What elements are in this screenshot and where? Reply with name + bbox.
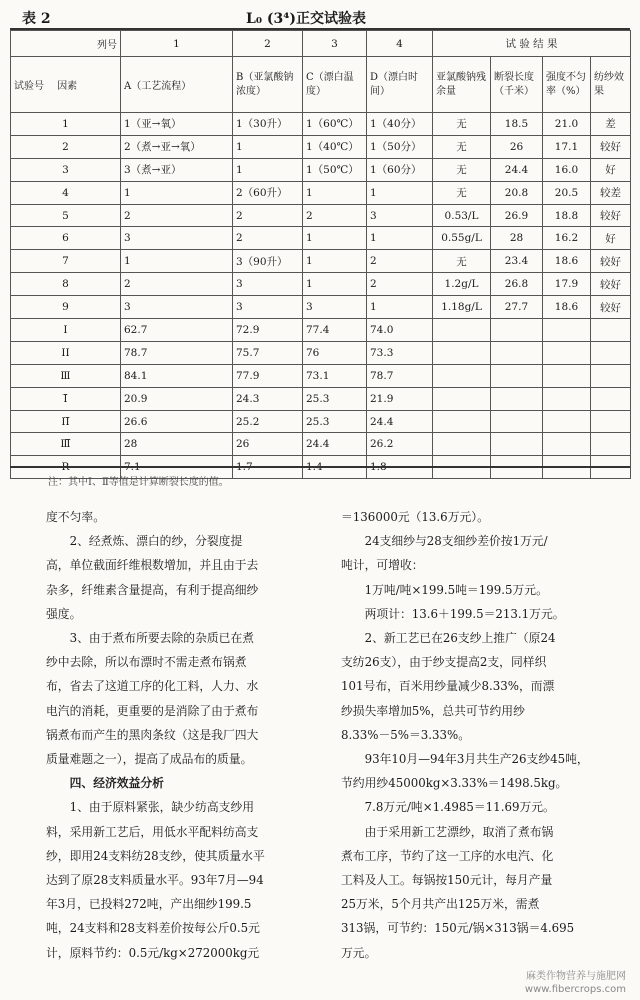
table-cell: 75.7 (233, 341, 303, 364)
header-factor-b: B（亚氯酸钠浓度） (233, 57, 303, 113)
text-line: 8.33%－5%＝3.33%。 (341, 727, 471, 742)
trial-number-cell: 6 (11, 227, 121, 250)
table-cell: 3（90升） (233, 250, 303, 273)
header-break-length: 断裂长度（千米） (491, 57, 543, 113)
table-body (11, 113, 631, 479)
table-cell: 3（煮→亚） (121, 158, 233, 181)
text-line: 度不匀率。 (46, 510, 105, 524)
table-cell (491, 433, 543, 456)
text-line: 达到了原28支料质量水平。93年7月—94 (46, 873, 264, 888)
table-cell: 16.2 (543, 227, 591, 250)
factor-header-row (11, 57, 631, 113)
table-cell: 1 (121, 250, 233, 273)
table-cell: 无 (433, 250, 491, 273)
trial-number-cell: 8 (11, 273, 121, 296)
text-line: 1、由于原料紧张，缺少纺高支纱用 (46, 800, 255, 815)
table-cell: 较好 (591, 296, 631, 319)
table-row (11, 387, 631, 410)
trial-number-cell: 4 (11, 181, 121, 204)
table-cell: 26 (491, 135, 543, 158)
table-cell: 21.0 (543, 113, 591, 136)
table-cell: 24.4 (303, 433, 367, 456)
text-line: 纱，即用24支料纺28支纱，使其质量水平 (46, 848, 265, 863)
text-line: 杂多，纤维素含量提高，有利于提高细纱 (46, 582, 259, 597)
table-label: 表 2 (22, 11, 51, 27)
table-cell: 无 (433, 158, 491, 181)
table-cell (433, 410, 491, 433)
table-cell: 72.9 (233, 319, 303, 342)
table-cell: 2 (121, 273, 233, 296)
table-cell: 73.3 (367, 341, 433, 364)
text-line: 高，单位截面纤维根数增加，并且由于去 (46, 558, 259, 573)
table-cell: 1 (367, 227, 433, 250)
trial-number-cell: 7 (11, 250, 121, 273)
table-cell: 1 (367, 296, 433, 319)
header-factor-d: D（漂白时间） (367, 57, 433, 113)
text-line: 1万吨/吨×199.5吨＝199.5万元。 (341, 582, 548, 597)
column-number: 3 (303, 31, 367, 57)
table-cell (543, 341, 591, 364)
table-cell (491, 341, 543, 364)
text-line: 纱损失率增加5%，总共可节约用纱 (341, 703, 525, 718)
table-row (11, 296, 631, 319)
table-cell: 无 (433, 181, 491, 204)
corner-factor-label: 因素 (57, 81, 78, 92)
table-cell: 26.9 (491, 204, 543, 227)
header-factor-a: A（工艺流程） (121, 57, 233, 113)
trial-number-cell: 1 (11, 113, 121, 136)
table-cell: 17.9 (543, 273, 591, 296)
table-cell: 26.8 (491, 273, 543, 296)
trial-number-cell: 3 (11, 158, 121, 181)
table-cell: 3 (233, 296, 303, 319)
table-cell: 1（亚→氧） (121, 113, 233, 136)
text-line: 25万米，5个月共产出125万米，需煮 (341, 897, 540, 912)
header-unevenness: 强度不匀率（%） (543, 57, 591, 113)
table-cell: 2 (233, 204, 303, 227)
text-line: 吨，24支料和28支料差价按每公斤0.5元 (46, 921, 260, 936)
table-cell: 76 (303, 341, 367, 364)
table-cell: 77.9 (233, 364, 303, 387)
right-column-text (341, 505, 589, 965)
table-cell: 25.3 (303, 387, 367, 410)
table-cell: 1.4 (303, 456, 367, 479)
table-cell: 25.2 (233, 410, 303, 433)
table-cell: 26.2 (367, 433, 433, 456)
text-line: 两项计：13.6＋199.5＝213.1万元。 (341, 606, 565, 621)
table-cell: 较好 (591, 135, 631, 158)
trial-number-cell: 5 (11, 204, 121, 227)
table-cell: 1（40分） (367, 113, 433, 136)
table-cell (433, 387, 491, 410)
text-line: 质量难题之一），提高了成品布的质量。 (46, 752, 253, 767)
trial-number-cell: 2 (11, 135, 121, 158)
left-column-text (46, 505, 265, 965)
table-cell: 77.4 (303, 319, 367, 342)
text-line: 料，采用新工艺后，用低水平配料纺高支 (46, 824, 259, 839)
table-cell (491, 364, 543, 387)
table-cell: 28 (121, 433, 233, 456)
table-cell: 20.5 (543, 181, 591, 204)
table-cell: 好 (591, 158, 631, 181)
watermark (525, 970, 626, 996)
table-cell: 28 (491, 227, 543, 250)
table-cell (433, 341, 491, 364)
table-cell: 16.0 (543, 158, 591, 181)
text-line: 计，原料节约：0.5元/kg×272000kg元 (46, 945, 260, 960)
table-row (11, 364, 631, 387)
table-cell (543, 433, 591, 456)
table-row (11, 135, 631, 158)
table-row (11, 273, 631, 296)
table-cell: 7.1 (121, 456, 233, 479)
table-cell: 较好 (591, 273, 631, 296)
table-cell (591, 364, 631, 387)
corner-trial-label: 试验号 (14, 81, 44, 92)
table-row (11, 227, 631, 250)
column-number: 1 (121, 31, 233, 57)
table-cell: 1 (303, 250, 367, 273)
table-cell: 1 (303, 181, 367, 204)
table-cell: 2 (367, 273, 433, 296)
table-cell: 较差 (591, 181, 631, 204)
trial-number-cell: 9 (11, 296, 121, 319)
corner-column-label: 列号 (11, 31, 121, 57)
table-cell: 3 (121, 227, 233, 250)
table-cell: 差 (591, 113, 631, 136)
table-cell: 较好 (591, 204, 631, 227)
table-cell (433, 364, 491, 387)
table-cell: 24.4 (367, 410, 433, 433)
table-cell: 0.53/L (433, 204, 491, 227)
table-cell: 1（60℃） (303, 113, 367, 136)
table-cell: 1 (367, 181, 433, 204)
table-cell: 18.8 (543, 204, 591, 227)
table-row (11, 204, 631, 227)
table-cell: 1（60分） (367, 158, 433, 181)
text-line: 年3月，已投料272吨，产出细纱199.5 (46, 897, 252, 912)
table-cell: 26 (233, 433, 303, 456)
table-cell: 3 (303, 296, 367, 319)
table-cell: 20.8 (491, 181, 543, 204)
table-cell (543, 319, 591, 342)
table-row (11, 341, 631, 364)
text-line: 布，省去了这道工序的化工料，人力、水 (46, 679, 259, 694)
table-cell: 18.6 (543, 296, 591, 319)
section-heading: 四、经济效益分析 (69, 776, 164, 791)
table-cell: 17.1 (543, 135, 591, 158)
header-spinning-effect: 纺纱效果 (591, 57, 631, 113)
table-cell (543, 410, 591, 433)
text-line: 节约用纱45000kg×3.33%＝1498.5kg。 (341, 776, 568, 791)
table-row (11, 158, 631, 181)
table-cell: 好 (591, 227, 631, 250)
trial-number-cell: ⅠⅠ̅ (11, 410, 121, 433)
table-cell: 2（60升） (233, 181, 303, 204)
table-cell: 1（50℃） (303, 158, 367, 181)
table-cell: 2 (303, 204, 367, 227)
text-line: 24支细纱与28支细纱差价按1万元/ (341, 534, 548, 549)
watermark-line2: www.fibercrops.com (524, 984, 626, 995)
table-cell: 27.7 (491, 296, 543, 319)
text-line: 7.8万元/吨×1.4985＝11.69万元。 (341, 800, 555, 815)
text-line: 万元。 (341, 945, 377, 960)
table-cell: 21.9 (367, 387, 433, 410)
table-cell: 1（50分） (367, 135, 433, 158)
table-note: 注：其中Ⅰ、Ⅱ等值是计算断裂长度的值。 (48, 477, 229, 488)
corner-header (11, 57, 121, 113)
trial-number-cell: R (11, 456, 121, 479)
watermark-line1: 麻类作物营养与施肥网 (526, 971, 626, 982)
text-line: 支纺26支），由于纱支提高2支，同样织 (341, 655, 547, 670)
table-cell (543, 364, 591, 387)
trial-number-cell: Ⅲ (11, 364, 121, 387)
table-cell: 26.6 (121, 410, 233, 433)
table-cell: 2 (233, 227, 303, 250)
table-row (11, 433, 631, 456)
table-cell (591, 319, 631, 342)
text-line: 吨计，可增收： (341, 558, 424, 573)
column-number-row (11, 31, 631, 57)
table-cell: 1 (303, 227, 367, 250)
table-cell: 1 (121, 181, 233, 204)
table-cell: 25.3 (303, 410, 367, 433)
text-line: 锅煮布而产生的黑肉条纹（这是我厂四大 (46, 727, 259, 742)
table-cell: 2 (121, 204, 233, 227)
table-cell: 1（30升） (233, 113, 303, 136)
table-cell: 74.0 (367, 319, 433, 342)
table-cell: 1.2g/L (433, 273, 491, 296)
table-cell: 24.4 (491, 158, 543, 181)
text-line: 101号布，百米用纱量减少8.33%，而漂 (341, 679, 555, 694)
table-cell (591, 433, 631, 456)
table-cell: 无 (433, 113, 491, 136)
table-cell: 3 (367, 204, 433, 227)
table-cell: 78.7 (121, 341, 233, 364)
text-line: 由于采用新工艺漂纱，取消了煮布锅 (341, 824, 554, 839)
table-cell: 较好 (591, 250, 631, 273)
text-line: 纱中去除，所以布漂时不需走煮布锅煮 (46, 655, 247, 670)
text-line: 3、由于煮布所要去除的杂质已在煮 (46, 631, 255, 646)
table-cell (491, 410, 543, 433)
header-factor-c: C（漂白温度） (303, 57, 367, 113)
text-line: 2、经煮炼、漂白的纱，分裂度提 (46, 534, 243, 549)
table-cell: 1 (233, 135, 303, 158)
text-line: 工料及人工。每锅按150元计，每月产量 (341, 873, 553, 888)
trial-number-cell: ⅠⅠ (11, 341, 121, 364)
trial-number-cell: Ⅰ (11, 319, 121, 342)
trial-number-cell: Ⅲ̅ (11, 433, 121, 456)
table-title: L₀ (3⁴)正交试验表 (246, 11, 366, 27)
table-cell (543, 387, 591, 410)
table-cell: 62.7 (121, 319, 233, 342)
table-cell: 18.5 (491, 113, 543, 136)
table-row (11, 113, 631, 136)
table-cell: 0.55g/L (433, 227, 491, 250)
table-cell (491, 387, 543, 410)
column-number: 2 (233, 31, 303, 57)
text-line: 煮布工序，节约了这一工序的水电汽、化 (341, 848, 554, 863)
table-cell: 78.7 (367, 364, 433, 387)
text-line: 93年10月—94年3月共生产26支纱45吨， (341, 752, 589, 767)
table-cell: 无 (433, 135, 491, 158)
table-cell (433, 433, 491, 456)
table-cell: 1 (303, 273, 367, 296)
table-cell: 1 (233, 158, 303, 181)
orthogonal-test-table (10, 30, 631, 479)
table-row (11, 319, 631, 342)
table-row (11, 250, 631, 273)
table-cell (591, 341, 631, 364)
table-cell: 1.18g/L (433, 296, 491, 319)
table-cell: 1.8 (367, 456, 433, 479)
table-cell: 84.1 (121, 364, 233, 387)
table-row (11, 410, 631, 433)
table-cell: 2（煮→亚→氧） (121, 135, 233, 158)
column-number: 4 (367, 31, 433, 57)
table-cell: 20.9 (121, 387, 233, 410)
results-group-header: 试 验 结 果 (433, 31, 631, 57)
table-cell (591, 387, 631, 410)
table-row (11, 181, 631, 204)
table-cell: 24.3 (233, 387, 303, 410)
table-cell (591, 410, 631, 433)
text-line: 2、新工艺已在26支纱上推广（原24 (341, 631, 556, 646)
table-cell: 18.6 (543, 250, 591, 273)
table-cell: 73.1 (303, 364, 367, 387)
text-line: 强度。 (46, 606, 82, 621)
table-cell: 2 (367, 250, 433, 273)
bottom-rule (10, 466, 630, 468)
header-residual: 亚氯酸钠残余量 (433, 57, 491, 113)
trial-number-cell: Ⅰ̅ (11, 387, 121, 410)
table-cell: 1.7 (233, 456, 303, 479)
text-line: 电汽的消耗，更重要的是消除了由于煮布 (46, 703, 259, 718)
table-cell: 23.4 (491, 250, 543, 273)
text-line: ＝136000元（13.6万元）。 (341, 510, 489, 524)
table-cell: 1（40℃） (303, 135, 367, 158)
table-cell: 3 (233, 273, 303, 296)
text-line: 313锅，可节约：150元/锅×313锅＝4.695 (341, 921, 575, 936)
table-cell (491, 319, 543, 342)
table-cell: 3 (121, 296, 233, 319)
table-cell (433, 319, 491, 342)
